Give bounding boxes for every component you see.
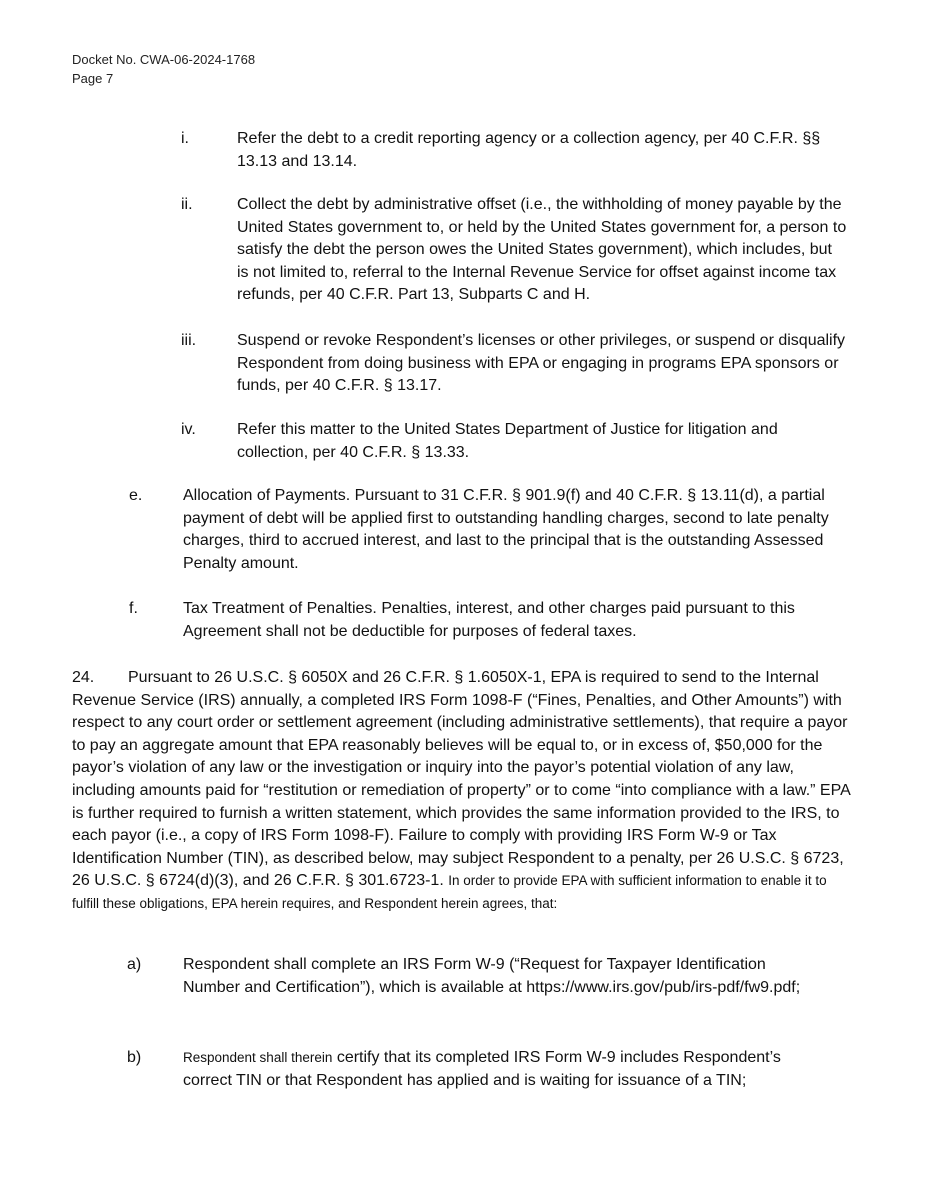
list-item-text: Collect the debt by administrative offset (i.e., the withholding of money payable by the United States government to, or held by the United States government for, a person to satisfy the debt the person owes the United States government), which includes, but is not limited to, referral to the Internal Revenue Service for offset against income tax refunds, per 40 C.F.R. Part 13, Subparts C and H.: [237, 196, 847, 304]
list-item-text-b: [183, 1047, 833, 1092]
list-item-text: Respondent shall complete an IRS Form W-9 (“Request for Taxpayer Identification Number and Certification”), which is available at https://www.irs.gov/pub/irs-pdf/fw9.pdf;: [183, 956, 801, 996]
list-item-text: Refer this matter to the United States Department of Justice for litigation and collection, per 40 C.F.R. § 13.33.: [237, 421, 778, 461]
list-item-text: Allocation of Payments. Pursuant to 31 C.F.R. § 901.9(f) and 40 C.F.R. § 13.11(d), a partial payment of debt will be applied first to outstanding handling charges, second to late penalty charges, third to accrued interest, and last to the principal that is the outstanding Assessed Penalty amount.: [183, 487, 829, 572]
paragraph-24: [72, 667, 854, 916]
list-marker: i.: [181, 130, 189, 147]
list-marker: b): [127, 1049, 142, 1066]
list-item-text-small: Respondent shall therein: [183, 1050, 333, 1065]
list-marker: iii.: [181, 332, 197, 349]
paragraph-24-text: Pursuant to 26 U.S.C. § 6050X and 26 C.F.R. § 1.6050X-1, EPA is required to send to the Internal Revenue Service (IRS) annually, a completed IRS Form 1098-F (“Fines, Penalties, and Other Amounts”) with respect to any court order or settlement agreement (including administrative settlements), that require a payor to pay an aggregate amount that EPA reasonably believes will be equal to, or in excess of, $50,000 for the payor’s violation of any law or the investigation or inquiry into the payor’s potential violation of any law, including amounts paid for “restitution or remediation of property” or to come “into compliance with a law.” EPA is further required to furnish a written statement, which provides the same information provided to the IRS, to each payor (i.e., a copy of IRS Form 1098-F). Failure to comply with providing IRS Form W-9 or Tax Identification Number (TIN), as described below, may subject Respondent to a penalty, per 26 U.S.C. § 6723, 26 U.S.C. § 6724(d)(3), and 26 C.F.R. § 301.6723-1.: [72, 669, 850, 890]
list-marker: f.: [129, 600, 138, 617]
list-marker: e.: [129, 487, 143, 504]
list-marker: a): [127, 956, 142, 973]
list-item-text: certify that its completed IRS Form W-9 includes Respondent’s correct TIN or that Respondent has applied and is waiting for issuance of a TIN;: [183, 1049, 781, 1089]
list-item-text: Refer the debt to a credit reporting agency or a collection agency, per 40 C.F.R. §§ 13.13 and 13.14.: [237, 130, 821, 170]
list-marker: iv.: [181, 421, 196, 438]
list-item-text: Suspend or revoke Respondent’s licenses or other privileges, or suspend or disqualify Respondent from doing business with EPA or engaging in programs EPA sponsors or funds, per 40 C.F.R. § 13.17.: [237, 332, 846, 395]
paragraph-number: 24.: [72, 669, 95, 686]
docket-number: Docket No. CWA-06-2024-1768: [72, 52, 256, 67]
list-item-text: Tax Treatment of Penalties. Penalties, interest, and other charges paid pursuant to this Agreement shall not be deductible for purposes of federal taxes.: [183, 600, 795, 640]
paragraph-24-text-small: In order to provide EPA with sufficient information to enable it to fulfill these obligations, EPA herein requires, and Respondent herein agrees, that:: [72, 873, 827, 911]
page-header: [72, 50, 255, 88]
page-number: Page 7: [72, 71, 114, 86]
list-marker: ii.: [181, 196, 193, 213]
